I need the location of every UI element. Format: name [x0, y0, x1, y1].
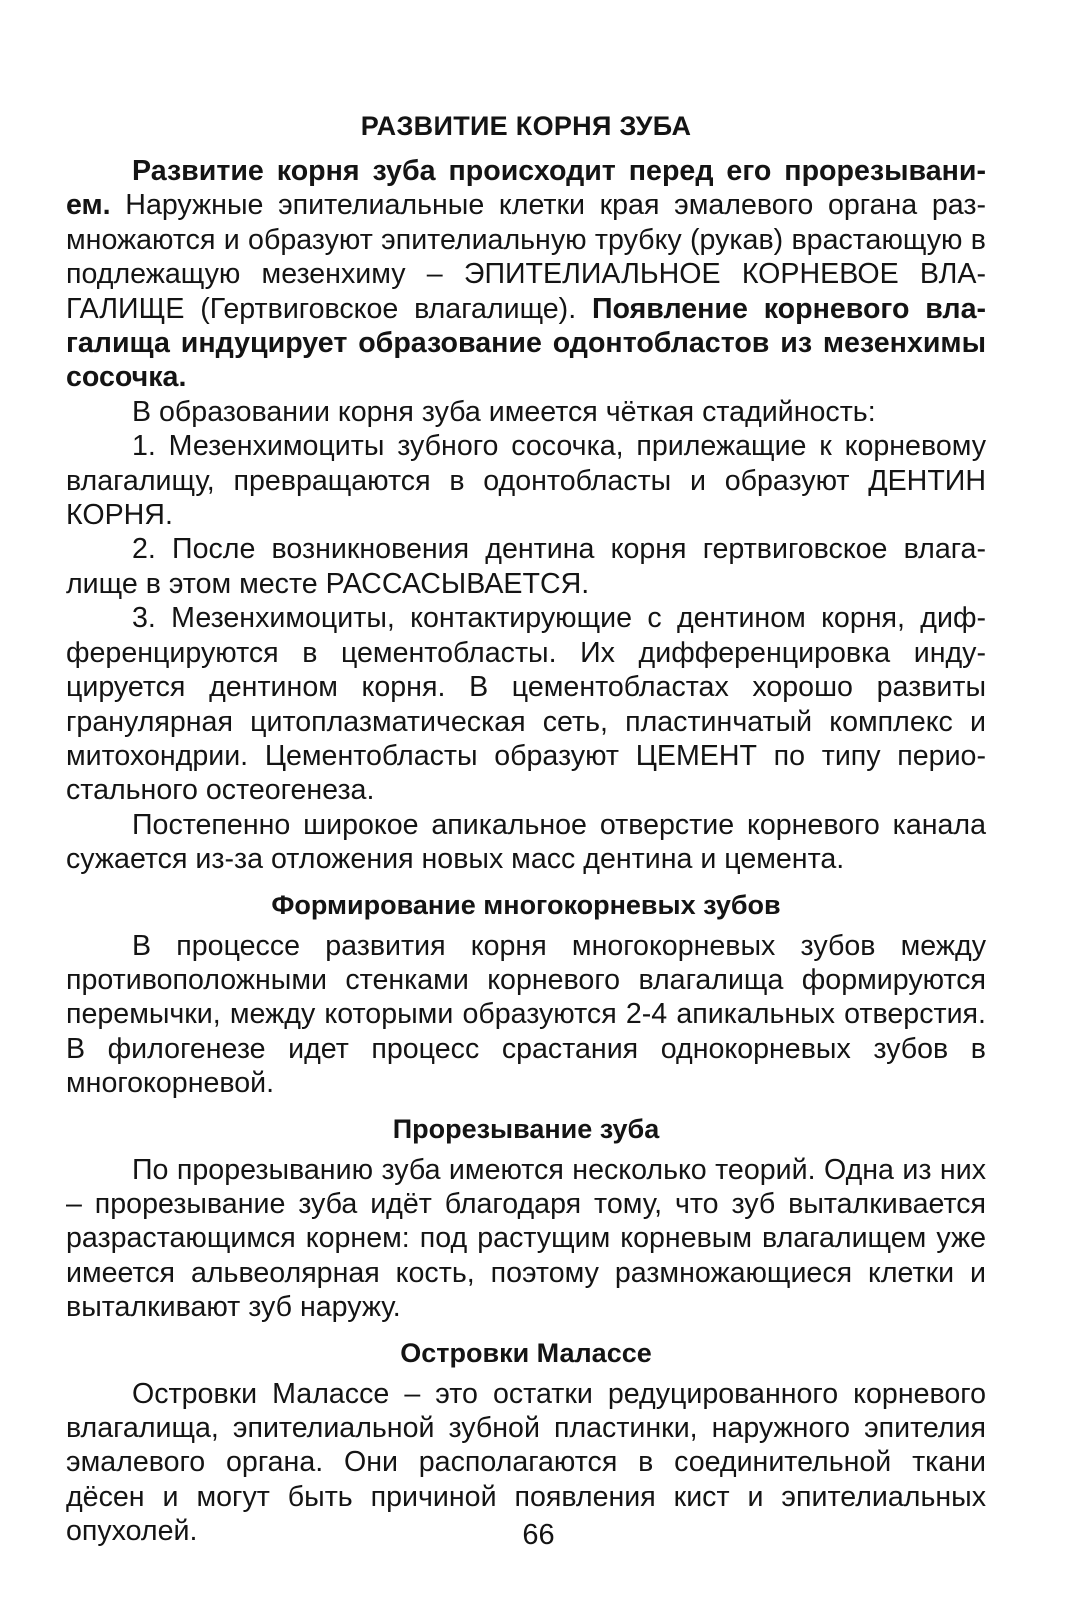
chapter-title: РАЗВИТИЕ КОРНЯ ЗУБА — [360, 111, 692, 141]
section-title-malassez: Островки Малассе — [400, 1337, 652, 1368]
section-title-eruption: Прорезывание зуба — [392, 1113, 660, 1144]
intro-bold-lead: Развитие корня зуба происходит перед его прорезыванием. — [66, 155, 986, 222]
malassez-paragraph: Островки Малассе – это остатки редуцированного корневого влагалища, эпителиальной зубной пластинки, наружного эпителия эмалевого органа. Они располагаются в соединительной ткани дёсен и могут быть причиной появления кист и эпителиальных опухолей. — [66, 1377, 986, 1548]
closing-paragraph: Постепенно широкое апикальное отверстие корневого канала сужается из-за отложения новых масс дентина и цемента. — [66, 808, 986, 876]
stage-item-1: 1. Мезенхимоциты зубного сосочка, прилежащие к корневому влагалищу, превращаются в одонтобласты и образуют ДЕНТИН КОРНЯ. — [66, 430, 986, 532]
stages-intro: В образовании корня зуба имеется чёткая стадийность: — [132, 395, 876, 428]
page-number: 66 — [522, 1519, 555, 1551]
stage-item-2: 2. После возникновения дентина корня гертвиговское влагалище в этом месте РАССАСЫВАЕТСЯ. — [66, 533, 986, 600]
book-page — [66, 108, 986, 1568]
eruption-paragraph: По прорезыванию зуба имеются несколько теорий. Одна из них – прорезывание зуба идёт благодаря тому, что зуб выталкивается разрастающимся корнем: под растущим корневым влагалищем уже имеется альвеолярная кость, поэтому размножающиеся клетки и выталкивают зуб наружу. — [66, 1153, 986, 1324]
section-title-multiroot: Формирование многокорневых зубов — [271, 889, 781, 920]
intro-paragraph — [66, 154, 986, 395]
stage-item-3: 3. Мезенхимоциты, контактирующие с дентином корня, дифференцируются в цементобласты. Их дифференцировка индуцируется дентином корня. В цементобластах хорошо развиты гранулярная цитоплазматическая сеть, пластинчатый комплекс и митохондрии. Цементобласты образуют ЦЕМЕНТ по типу периостального остеогенеза. — [66, 602, 986, 807]
intro-text: Наружные эпителиальные клетки края эмалевого органа размножаются и образуют эпителиальную трубку (рукав) врастающую в подлежащую мезенхиму – ЭПИТЕЛИАЛЬНОЕ КОРНЕВОЕ ВЛАГАЛИЩЕ (Гертвиговское влагалище). — [66, 189, 986, 325]
multiroot-paragraph: В процессе развития корня многокорневых зубов между противоположными стенками корневого влагалища формируются перемычки, между которыми образуются 2-4 апикальных отверстия. В филогенезе идет процесс срастания однокорневых зубов в многокорневой. — [66, 929, 986, 1100]
intro-bold-conclusion: Появление корневого влагалища индуцирует образование одонтобластов из мезенхимы сосочка. — [66, 292, 986, 394]
